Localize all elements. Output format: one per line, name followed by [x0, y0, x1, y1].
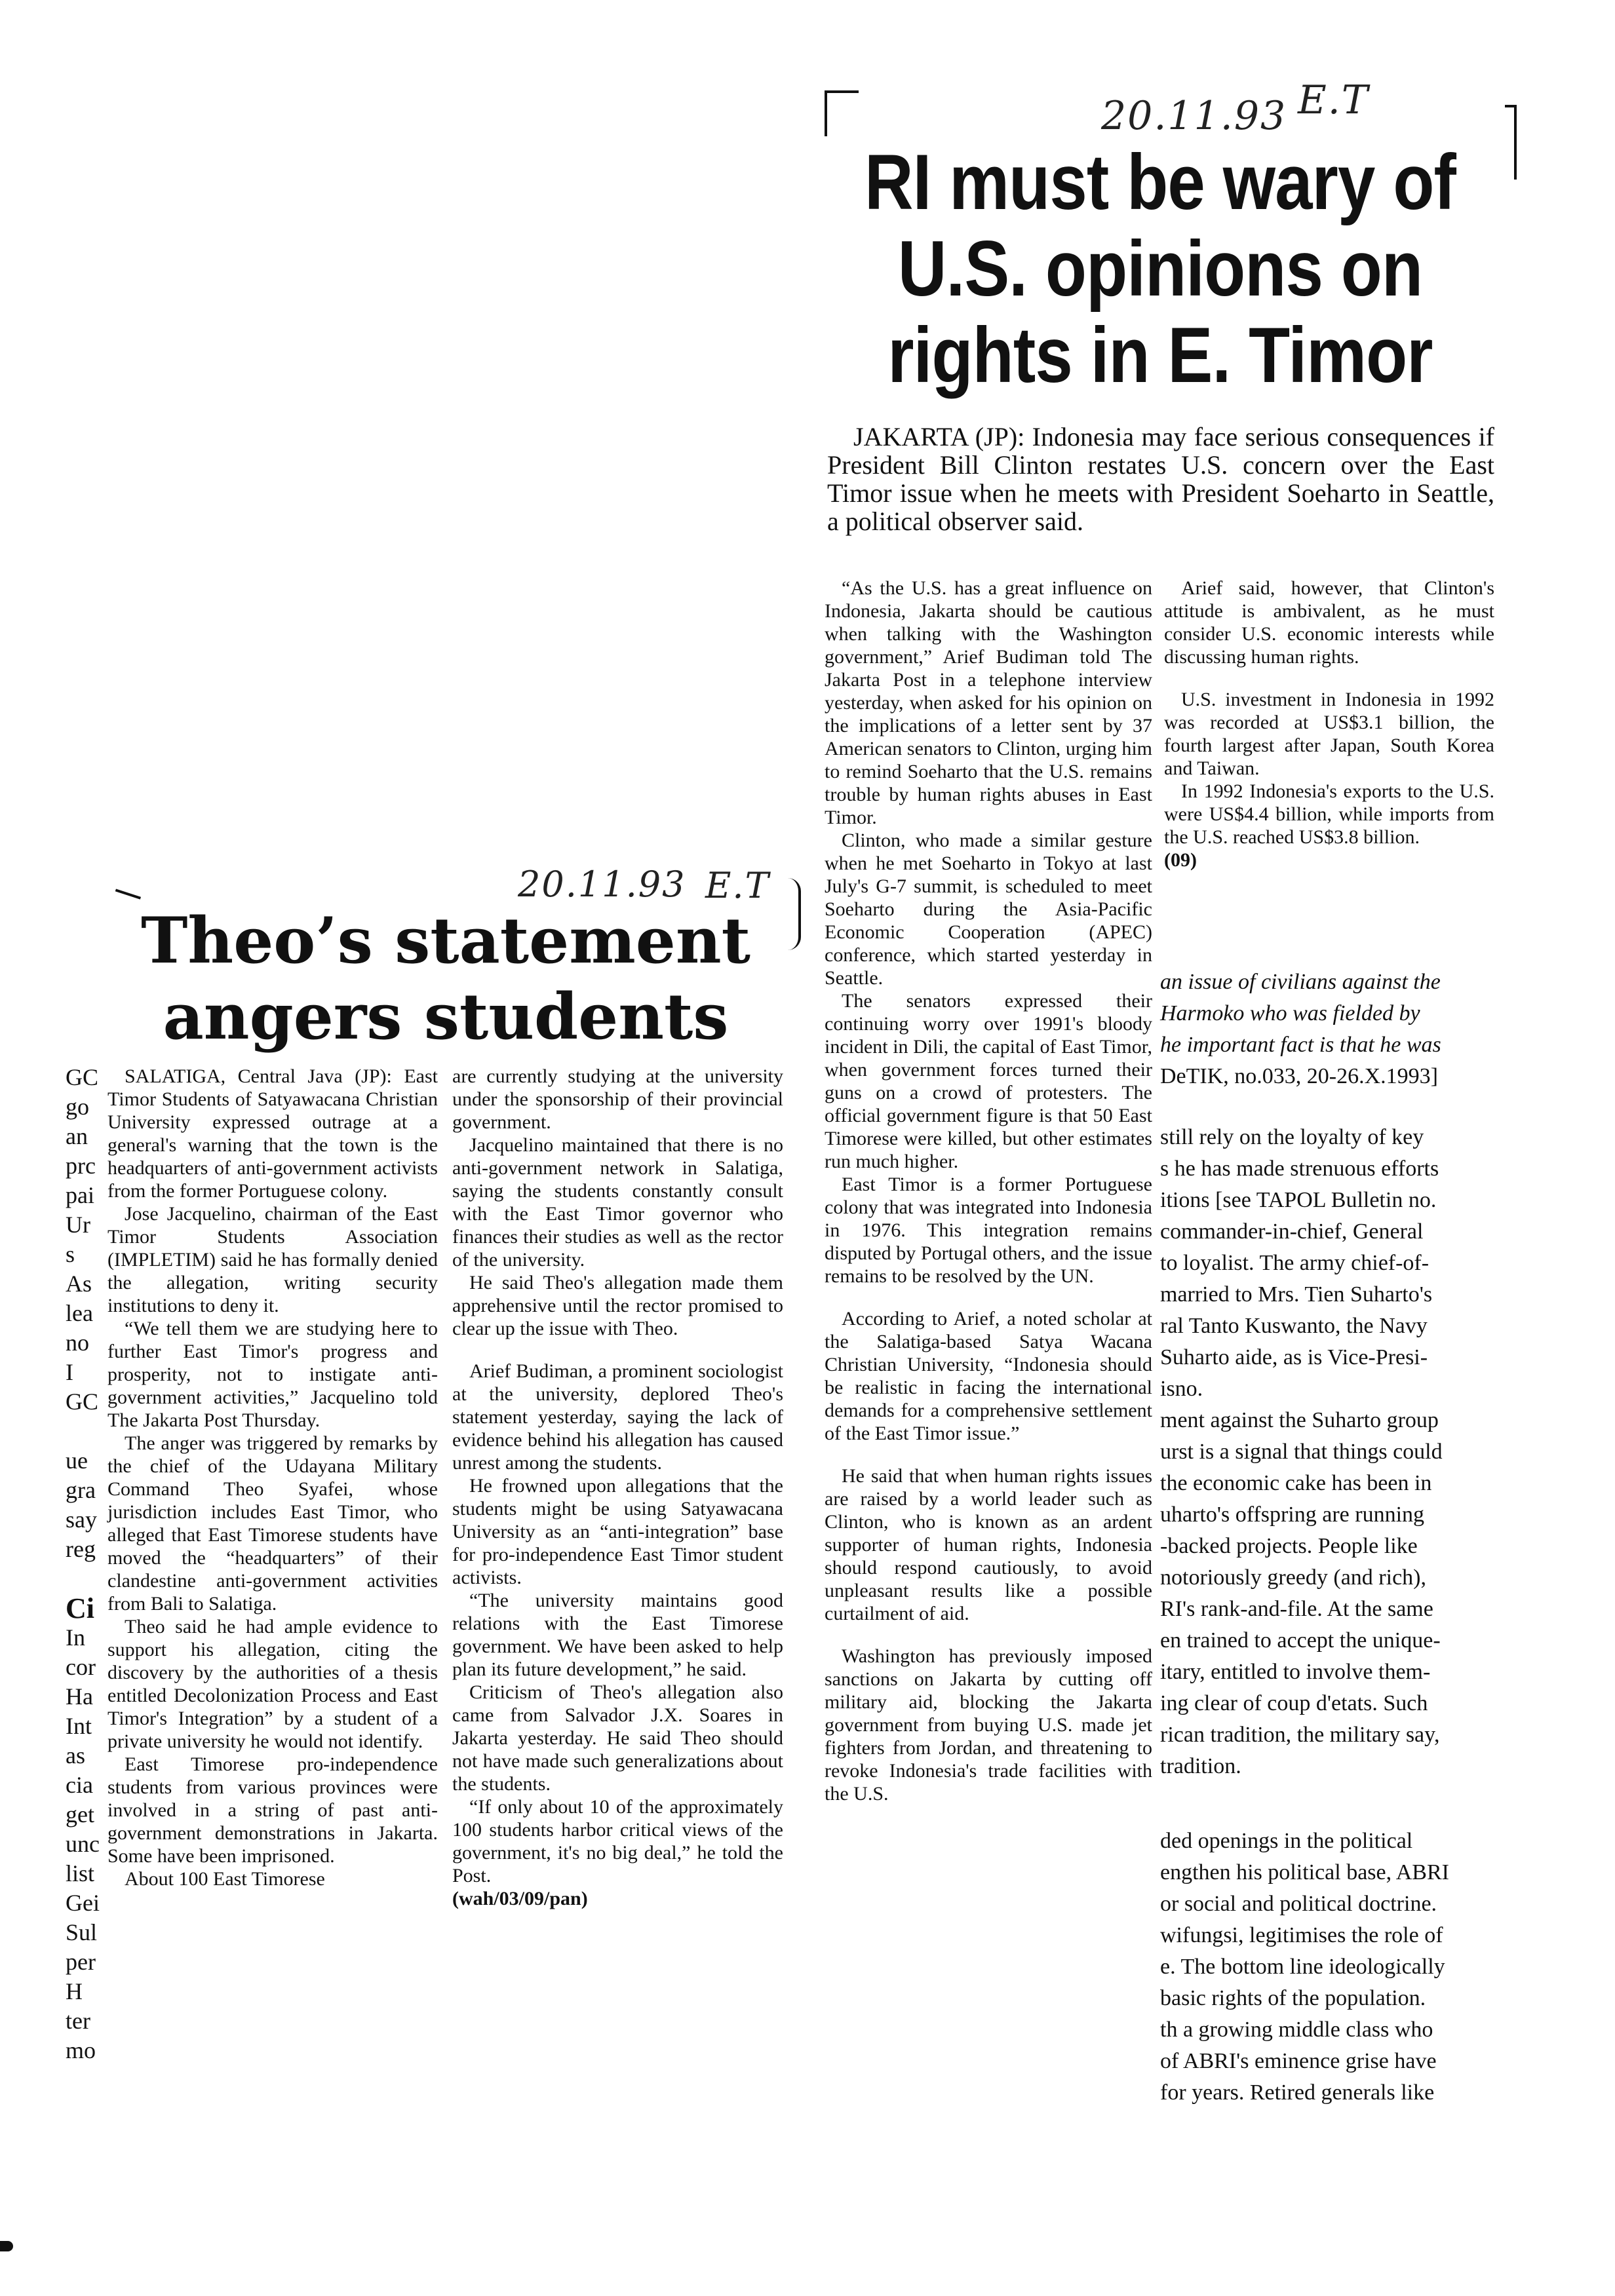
stub-line: no [66, 1330, 89, 1356]
stub-line [66, 1417, 105, 1446]
fragment-line: DeTIK, no.033, 20-26.X.1993] [1160, 1064, 1438, 1088]
paragraph: Arief Budiman, a prominent sociologist at the university, deplored Theo's statement yesterday, saying the lack of evidence behind his allegation has caused unrest among the students. [452, 1360, 783, 1474]
paragraph: Criticism of Theo's allegation also came from Salvador J.X. Soares in Jakarta yesterday. He said Theo should not have made such generalizations about the students. [452, 1681, 783, 1795]
fragment-line: wifungsi, legitimises the role of [1160, 1923, 1443, 1947]
stub-line: pai [66, 1182, 94, 1208]
right-clipping-bracket-right [1505, 105, 1517, 180]
headline-right-line-3: rights in E. Timor [887, 311, 1433, 399]
headline-right-line-1: RI must be wary of [864, 138, 1456, 226]
stub-line: cia [66, 1772, 93, 1798]
lead-paragraph-right [827, 423, 1494, 535]
headline-left-line-1: Theo’s statement [140, 904, 751, 978]
stub-line: Ci [66, 1592, 94, 1624]
stub-line: say [66, 1506, 97, 1533]
stub-line: Int [66, 1713, 92, 1739]
paragraph: East Timor is a former Portuguese colony that was integrated into Indonesia in 1976. This integration remains disputed by Portugal others, and the issue remains to be resolved by the UN. [825, 1174, 1152, 1287]
fragment-line: Harmoko who was fielded by [1160, 1001, 1420, 1025]
paragraph: East Timorese pro-independence students from various provinces were involved in a string of past anti-government demonstrations in Jakarta. Some have been imprisoned. [107, 1753, 438, 1867]
truncated-left-column [66, 1063, 105, 2065]
paragraph: The senators expressed their continuing worry over 1991's bloody incident in Dili, the capital of East Timor, when government forces turned their guns on a crowd of protesters. The official government figure is that 50 East Timorese were killed, but other estimates run much higher. [825, 990, 1152, 1172]
fragment-top [1160, 966, 1540, 1092]
headline-left [105, 903, 787, 1055]
stub-line: Sul [66, 1919, 98, 1945]
paragraph: He frowned upon allegations that the students might be using Satyawacana University as an “anti-integration” base for pro-independence East Timor student activists. [452, 1475, 783, 1588]
fragment-line: th a growing middle class who [1160, 2018, 1433, 2042]
stub-line: as [66, 1742, 85, 1769]
fragment-line: married to Mrs. Tien Suharto's [1160, 1282, 1433, 1307]
fragment-line: he important fact is that he was [1160, 1033, 1441, 1057]
right-clipping-bracket-side [825, 90, 827, 136]
paragraph: “The university maintains good relations with the East Timorese government. We have been asked to help plan its future development,” he said. [452, 1590, 783, 1680]
paragraph: “As the U.S. has a great influence on Indonesia, Jakarta should be cautious when talking with the Washington government,” Arief Budiman told The Jakarta Post in a telephone interview yesterday, when asked for his opinion on the implications of a letter sent by 37 American senators to Clinton, urging him to remind Soeharto that the U.S. remains trouble by human rights abuses in East Timor. [825, 577, 1152, 828]
handwritten-code-left: E.T [705, 865, 770, 906]
scan-speck [0, 2241, 13, 2251]
fragment-line: uharto's offspring are running [1160, 1502, 1425, 1527]
paragraph: “If only about 10 of the approximately 100 students harbor critical views of the government, it's no big deal,” he told the Post. [452, 1796, 783, 1886]
stub-line: In [66, 1624, 85, 1651]
fragment-line: engthen his political base, ABRI [1160, 1860, 1449, 1885]
stub-line: gra [66, 1477, 96, 1503]
right-article-col1 [825, 577, 1152, 1805]
stub-line: ue [66, 1447, 88, 1474]
stub-line: lea [66, 1300, 93, 1326]
stub-line: ter [66, 2008, 90, 2034]
fragment-line: an issue of civilians against the [1160, 970, 1441, 994]
fragment-line: en trained to accept the unique- [1160, 1628, 1441, 1653]
fragment-line: or social and political doctrine. [1160, 1892, 1437, 1916]
fragment-line: for years. Retired generals like [1160, 2080, 1435, 2105]
fragment-bottom [1160, 1826, 1540, 2109]
fragment-line: rican tradition, the military say, [1160, 1723, 1440, 1747]
fragment-line: notoriously greedy (and rich), [1160, 1565, 1426, 1590]
fragment-line: of ABRI's eminence grise have [1160, 2049, 1437, 2073]
fragment-line: ing clear of coup d'etats. Such [1160, 1691, 1428, 1715]
stub-line: GC [66, 1064, 99, 1090]
fragment-line: still rely on the loyalty of key [1160, 1125, 1424, 1149]
fragment-line: RI's rank-and-file. At the same [1160, 1597, 1433, 1621]
paragraph: About 100 East Timorese [125, 1868, 325, 1890]
stub-line [66, 1564, 105, 1594]
handwritten-date-left: 20.11.93 [518, 864, 686, 905]
right-clipping-bracket-top [825, 90, 859, 93]
stub-line: per [66, 1949, 96, 1975]
handwritten-code-right: E.T [1298, 77, 1369, 123]
stub-line: s [66, 1241, 75, 1267]
fragment-line: the economic cake has been in [1160, 1471, 1432, 1495]
stub-line: Ha [66, 1683, 93, 1710]
stub-line: I [66, 1359, 73, 1385]
fragment-line: isno. [1160, 1377, 1203, 1401]
headline-left-line-2: angers students [163, 980, 729, 1054]
fragment-line: e. The bottom line ideologically [1160, 1955, 1445, 1979]
fragment-line: to loyalist. The army chief-of- [1160, 1251, 1430, 1275]
stub-line: Gei [66, 1890, 100, 1916]
paragraph: He said that when human rights issues are raised by a world leader such as Clinton, who is known as an ardent supporter of human rights, Indonesia should respond cautiously, to avoid unpleasant results like a possible curtailment of aid. [825, 1465, 1152, 1624]
paragraph: Theo said he had ample evidence to support his allegation, citing the discovery by the authorities of a thesis entitled Decolonization Process and East Timor's Integration” by a student of a private university he would not identify. [107, 1616, 438, 1752]
paragraph: SALATIGA, Central Java (JP): East Timor Students of Satyawacana Christian University expressed outrage at a general's warning that the town is the headquarters of anti-government activists from the former Portuguese colony. [107, 1065, 438, 1202]
paragraph: “We tell them we are studying here to further East Timor's progress and prosperity, not to instigate anti-government activities,” Jacquelino told The Jakarta Post Thursday. [107, 1318, 438, 1431]
fragment-line: tradition. [1160, 1754, 1241, 1778]
stub-line: As [66, 1271, 92, 1297]
paragraph: Arief said, however, that Clinton's attitude is ambivalent, as he must consider U.S. economic interests while discussing human rights. [1164, 577, 1494, 668]
fragment-line: commander-in-chief, General [1160, 1219, 1424, 1244]
stub-line: get [66, 1801, 94, 1827]
paragraph: Jose Jacquelino, chairman of the East Timor Students Association (IMPLETIM) said he has formally denied the allegation, writing security institutions to deny it. [107, 1203, 438, 1316]
stub-line: go [66, 1094, 89, 1120]
stub-line: unc [66, 1831, 100, 1857]
fragment-line: basic rights of the population. [1160, 1986, 1426, 2010]
paragraph: are currently studying at the university under the sponsorship of their provincial government. [452, 1065, 783, 1133]
fragment-middle [1160, 1122, 1540, 1782]
left-article-col2 [452, 1065, 783, 1910]
stub-line: prc [66, 1153, 96, 1179]
headline-right-line-2: U.S. opinions on [897, 225, 1423, 313]
paragraph: Jacquelino maintained that there is no anti-government network in Salatiga, saying the students constantly consult with the East Timor governor who finances their studies as well as the rector of the university. [452, 1134, 783, 1271]
stub-line: list [66, 1860, 95, 1886]
paragraph: The anger was triggered by remarks by the chief of the Udayana Military Command Theo Syafei, whose jurisdiction includes East Timor, who alleged that East Timorese students have moved the “headquarters” of their clandestine anti-government activities from Bali to Salatiga. [107, 1432, 438, 1615]
paragraph: Clinton, who made a similar gesture when he met Soeharto in Tokyo at last July's G-7 summit, is scheduled to meet Soeharto during the Asia-Pacific Economic Cooperation (APEC) conference, which started yesterday in Seattle. [825, 830, 1152, 989]
handwritten-date-right: 20.11.93 [1101, 93, 1287, 139]
paragraph: In 1992 Indonesia's exports to the U.S. were US$4.4 billion, while imports from the U.S. reached US$3.8 billion. [1164, 780, 1494, 848]
fragment-line: itary, entitled to involve them- [1160, 1660, 1431, 1684]
left-clipping-bracket-right [787, 878, 801, 950]
fragment-line: ral Tanto Kuswanto, the Navy [1160, 1314, 1428, 1338]
fragment-line: ment against the Suharto group [1160, 1408, 1439, 1432]
paragraph: U.S. investment in Indonesia in 1992 was recorded at US$3.1 billion, the fourth largest after Japan, South Korea and Taiwan. [1164, 689, 1494, 779]
stub-line: GC [66, 1388, 99, 1415]
fragment-line: -backed projects. People like [1160, 1534, 1418, 1558]
paragraph: According to Arief, a noted scholar at the Salatiga-based Satya Wacana Christian University, “Indonesia should be realistic in facing the international demands for a comprehensive settlement of the East Timor issue.” [825, 1308, 1152, 1444]
headline-right [828, 139, 1493, 398]
article-code: (09) [1164, 849, 1197, 871]
stub-line: H [66, 1978, 83, 2004]
left-article-col1 [107, 1065, 438, 1890]
fragment-line: urst is a signal that things could [1160, 1440, 1443, 1464]
stub-line: Ur [66, 1212, 90, 1238]
stub-line: cor [66, 1654, 96, 1680]
fragment-line: s he has made strenuous efforts [1160, 1157, 1439, 1181]
paragraph: He said Theo's allegation made them apprehensive until the rector promised to clear up the issue with Theo. [452, 1272, 783, 1339]
stub-line: an [66, 1123, 88, 1149]
fragment-line: Suharto aide, as is Vice-Presi- [1160, 1345, 1428, 1369]
stub-line: reg [66, 1536, 96, 1562]
fragment-line: itions [see TAPOL Bulletin no. [1160, 1188, 1437, 1212]
lead-text: JAKARTA (JP): Indonesia may face serious consequences if President Bill Clinton restates U.S. concern over the East Timor issue when he meets with President Soeharto in Seattle, a political observer said. [827, 422, 1494, 536]
fragment-line: ded openings in the political [1160, 1829, 1413, 1853]
paragraph: Washington has previously imposed sanctions on Jakarta by cutting off military aid, blocking the Jakarta government from buying U.S. made jet fighters from Jordan, and threatening to revoke Indonesia's trade facilities with the U.S. [825, 1645, 1152, 1805]
article-code: (wah/03/09/pan) [452, 1888, 588, 1909]
right-article-col2 [1164, 577, 1494, 871]
stub-line: mo [66, 2037, 96, 2063]
